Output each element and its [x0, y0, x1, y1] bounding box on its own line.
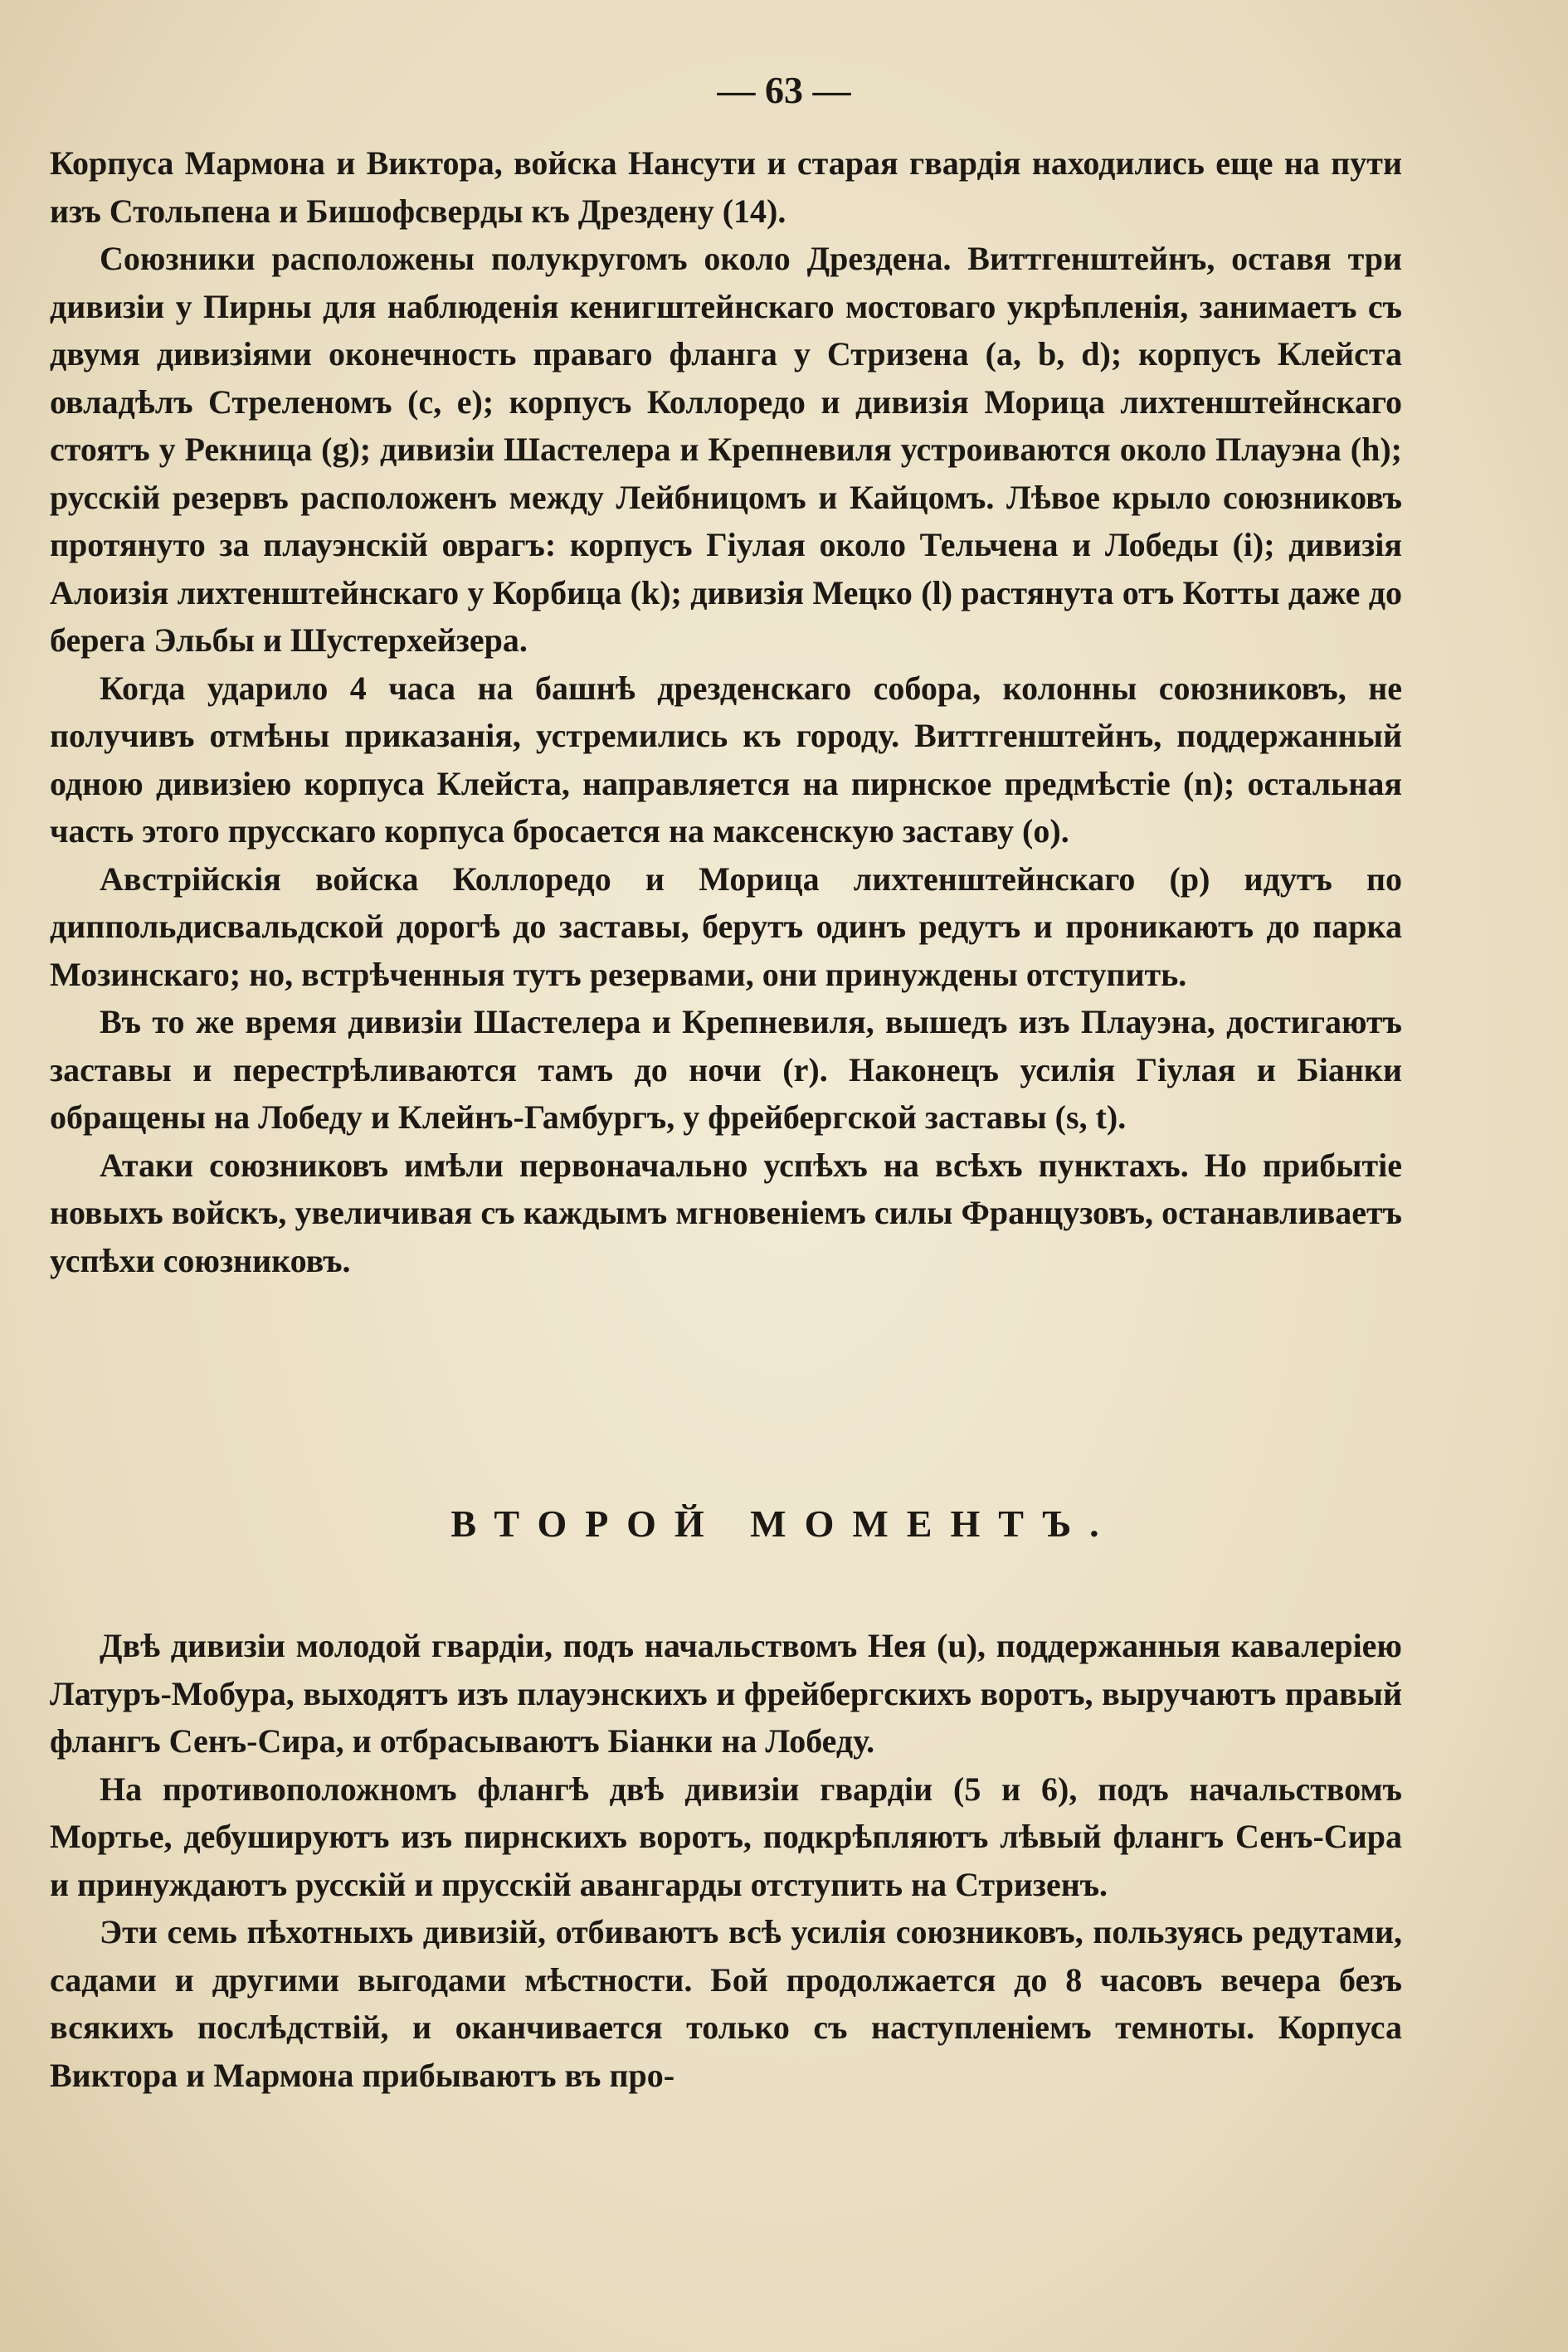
- paragraph: Эти семь пѣхотныхъ дивизій, отбиваютъ всѣ усилія союзниковъ, пользуясь редутами, садами и другими выгодами мѣстности. Бой продолжается до 8 часовъ вечера безъ всякихъ послѣдствій, и оканчивается только съ наступленіемъ темноты. Корпуса Виктора и Мармона прибываютъ въ про-: [50, 1913, 1402, 2094]
- text-block-second: [50, 1622, 1402, 2099]
- paragraph: Союзники расположены полукругомъ около Дрездена. Виттгенштейнъ, оставя три дивизіи у Пирны для наблюденія кенигштейнскаго мостоваго укрѣпленія, занимаетъ съ двумя дивизіями оконечность праваго фланга у Стризена (a, b, d); корпусъ Клейста овладѣлъ Стреленомъ (c, e); корпусъ Коллоредо и дивизія Морица лихтенштейнскаго стоятъ у Рекница (g); дивизіи Шастелера и Крепневиля устроиваются около Плауэна (h); русскій резервъ расположенъ между Лейбницомъ и Кайцомъ. Лѣвое крыло союзниковъ протянуто за плауэнскій оврагъ: корпусъ Гіулая около Тельчена и Лобеды (i); дивизія Алоизія лихтенштейнскаго у Корбица (k); дивизія Мецко (l) растянута отъ Котты даже до берега Эльбы и Шустерхейзера.: [50, 240, 1402, 659]
- paragraph: На противоположномъ флангѣ двѣ дивизіи гвардіи (5 и 6), подъ начальствомъ Мортье, дебушируютъ изъ пирнскихъ воротъ, подкрѣпляютъ лѣвый флангъ Сенъ-Сира и принуждаютъ русскій и прусскій авангарды отступить на Стризенъ.: [50, 1770, 1402, 1903]
- paragraph: Въ то же время дивизіи Шастелера и Крепневиля, вышедъ изъ Плауэна, достигаютъ заставы и перестрѣливаются тамъ до ночи (r). Наконецъ усилія Гіулая и Біанки обращены на Лобеду и Клейнъ-Гамбургъ, у фрейбергской заставы (s, t).: [50, 1003, 1402, 1136]
- page-number: — 63 —: [717, 69, 851, 111]
- paragraph: Двѣ дивизіи молодой гвардіи, подъ начальствомъ Нея (u), поддержанныя кавалеріею Латуръ-Мобура, выходятъ изъ плауэнскихъ и фрейбергскихъ воротъ, выручаютъ правый флангъ Сенъ-Сира, и отбрасываютъ Біанки на Лобеду.: [50, 1627, 1402, 1760]
- paragraph: Корпуса Мармона и Виктора, войска Нансути и старая гвардія находились еще на пути изъ Стольпена и Бишофсверды къ Дрездену (14).: [50, 144, 1402, 230]
- section-heading: ВТОРОЙ МОМЕНТЪ.: [450, 1502, 1118, 1545]
- paragraph: Австрійскія войска Коллоредо и Морица лихтенштейнскаго (p) идутъ по диппольдисвальдской дорогѣ до заставы, берутъ одинъ редутъ и проникаютъ до парка Мозинскаго; но, встрѣченныя тутъ резервами, они принуждены отступить.: [50, 859, 1402, 993]
- paragraph: Атаки союзниковъ имѣли первоначально успѣхъ на всѣхъ пунктахъ. Но прибытіе новыхъ войскъ, увеличивая съ каждымъ мгновеніемъ силы Французовъ, останавливаетъ успѣхи союзниковъ.: [50, 1146, 1402, 1279]
- text-block-first: [50, 139, 1402, 1284]
- paragraph: Когда ударило 4 часа на башнѣ дрезденскаго собора, колонны союзниковъ, не получивъ отмѣны приказанія, устремились къ городу. Виттгенштейнъ, поддержанный одною дивизіею корпуса Клейста, направляется на пирнское предмѣстіе (n); остальная часть этого прусскаго корпуса бросается на максенскую заставу (o).: [50, 669, 1402, 850]
